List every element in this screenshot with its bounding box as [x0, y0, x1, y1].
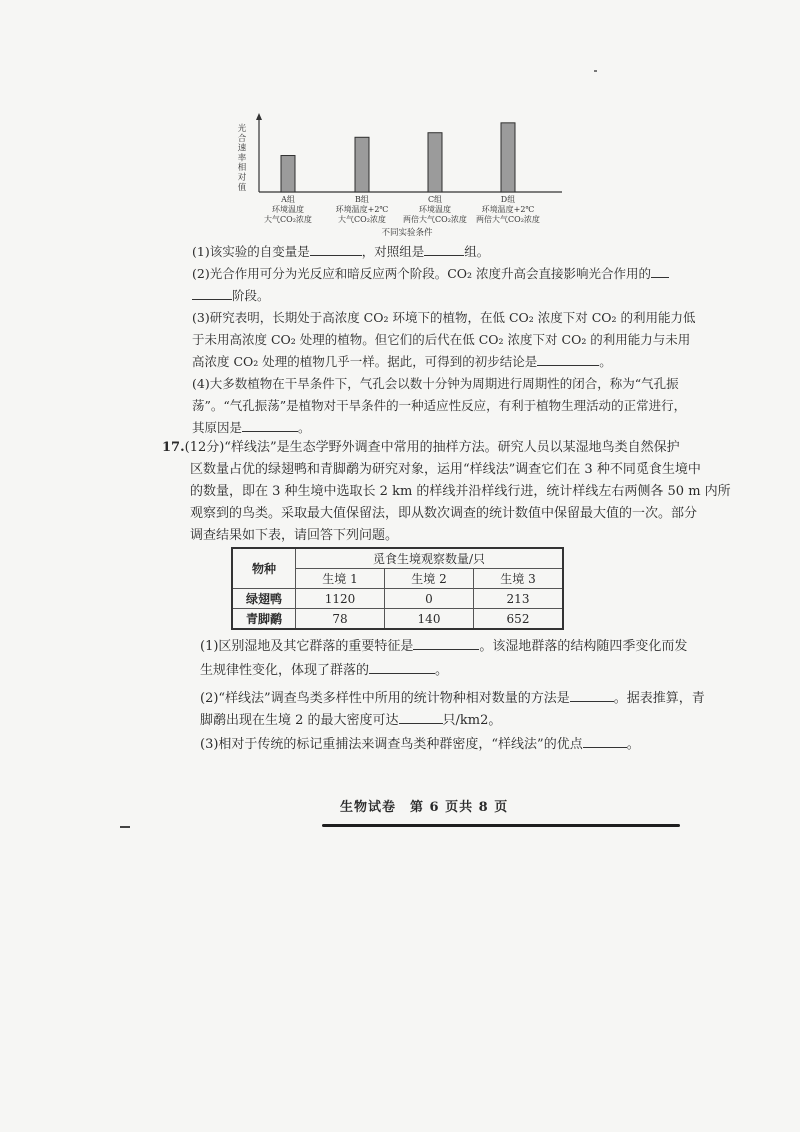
table-cell: 1120: [296, 589, 385, 609]
q17-a1-text-b: 。该湿地群落的结构随四季变化而发: [479, 639, 688, 654]
category-condition-1: 环境温度: [272, 205, 304, 214]
q17-part3: [200, 734, 640, 756]
q16-part2-line2: [192, 285, 270, 307]
q17-a3-text-b: 。: [626, 737, 640, 752]
category-name: A组: [281, 195, 295, 204]
q17-part2-line2: [200, 710, 501, 732]
answer-blank[interactable]: [583, 735, 627, 748]
q16-p1-text-c: 组。: [464, 244, 490, 259]
category-condition-1: 环境温度+2℃: [481, 205, 535, 214]
answer-blank[interactable]: [570, 689, 614, 702]
table-cell: 78: [296, 609, 385, 630]
q17-stem-line2: [190, 459, 701, 481]
q17-a1-text-d: 。: [435, 663, 449, 678]
answer-blank[interactable]: [310, 243, 362, 256]
observation-table: [231, 547, 564, 630]
category-condition-2: 两倍大气CO₂浓度: [403, 215, 467, 224]
q16-p4-text-b: 荡”。“气孔振荡”是植物对干旱条件的一种适应性反应，有利于植物生理活动的正常进行，: [192, 398, 687, 413]
category-name: B组: [355, 195, 369, 204]
q17-a1-text-c: 生规律性变化，体现了群落的: [200, 663, 370, 678]
table-cell: 213: [474, 589, 564, 609]
answer-blank[interactable]: [369, 661, 435, 674]
category-condition-1: 环境温度+2℃: [335, 205, 389, 214]
table-row-species: 绿翅鸭: [232, 589, 296, 609]
category-condition-2: 大气CO₂浓度: [264, 215, 312, 224]
q16-p3-text-a: (3)研究表明，长期处于高浓度 CO₂ 环境下的植物，在低 CO₂ 浓度下对 CO₂ 的利用能力低: [192, 310, 696, 325]
table-cell: 0: [385, 589, 474, 609]
category-condition-1: 环境温度: [419, 205, 451, 214]
table-row-species: 青脚鹬: [232, 609, 296, 630]
scan-edge-mark: [120, 826, 130, 828]
q17-a2-text-b: 。据表推算，青: [613, 691, 705, 706]
q17-text-2: 区数量占优的绿翅鸭和青脚鹬为研究对象，运用“样线法”调查它们在 3 种不同觅食生境中: [190, 462, 701, 477]
answer-blank[interactable]: [413, 637, 479, 650]
table-row: [232, 589, 563, 609]
page-footer: 生物试卷 第 6 页共 8 页: [340, 800, 509, 815]
q17-a2-text-a: (2)“样线法”调查鸟类多样性中所用的统计物种相对数量的方法是: [200, 691, 570, 706]
q16-p3-text-d: 。: [599, 354, 612, 369]
q16-part2-line1: [192, 263, 669, 285]
answer-blank[interactable]: [537, 353, 599, 366]
q17-text-5: 调查结果如下表，请回答下列问题。: [190, 528, 399, 543]
category-name: C组: [427, 195, 443, 204]
q16-p4-text-a: (4)大多数植物在干旱条件下，气孔会以数十分钟为周期进行周期性的闭合，称为“气孔振: [192, 376, 679, 391]
table-cell: 652: [474, 609, 564, 630]
category-condition-2: 两倍大气CO₂浓度: [476, 215, 540, 224]
ylabel-char: 合: [237, 133, 247, 144]
y-axis-arrow: [256, 113, 262, 120]
q17-a2-text-c: 脚鹬出现在生境 2 的最大密度可达: [200, 713, 399, 728]
table-header-species: 物种: [232, 548, 296, 589]
q16-part3-line2: [192, 329, 690, 351]
q17-a1-text-a: (1)区别湿地及其它群落的重要特征是: [200, 639, 414, 654]
q17-a3-text-a: (3)相对于传统的标记重捕法来调查鸟类种群密度，“样线法”的优点: [200, 737, 583, 752]
q16-p2-text-a: (2)光合作用可分为光反应和暗反应两个阶段。CO₂ 浓度升高会直接影响光合作用的: [192, 266, 652, 281]
q17-text-1: (12分)“样线法”是生态学野外调查中常用的抽样方法。研究人员以某湿地鸟类自然保护: [184, 440, 680, 455]
photosynthesis-bar-chart: [232, 108, 592, 238]
q16-p3-text-b: 于未用高浓度 CO₂ 处理的植物。但它们的后代在低 CO₂ 浓度下对 CO₂ 的利用能力与未用: [192, 332, 691, 347]
answer-blank[interactable]: [399, 711, 443, 724]
q17-part1-line2: [200, 660, 448, 682]
q17-stem-line1: [162, 437, 680, 459]
ylabel-char: 值: [237, 182, 247, 193]
q16-p4-text-d: 。: [298, 420, 311, 435]
q16-part4-line2: [192, 395, 686, 417]
q16-p4-text-c: 其原因是: [192, 420, 243, 435]
q17-stem-line5: [190, 525, 398, 547]
q17-a2-text-d: 只/km2。: [442, 713, 502, 728]
q16-p1-text-a: (1)该实验的自变量是: [192, 244, 310, 259]
q17-stem-line3: [190, 481, 731, 503]
ylabel-char: 率: [237, 153, 247, 164]
q16-part3-line1: [192, 307, 696, 329]
scan-edge-shadow: [322, 824, 680, 827]
chart-xlabel: 不同实验条件: [381, 228, 433, 238]
table-col-header: 生境 3: [474, 569, 564, 589]
category-condition-2: 大气CO₂浓度: [338, 215, 386, 224]
bar-d: [501, 123, 515, 192]
q16-p1-text-b: ，对照组是: [361, 244, 425, 259]
q16-part1: [192, 241, 489, 263]
table-col-header: 生境 1: [296, 569, 385, 589]
answer-blank[interactable]: [651, 265, 669, 278]
answer-blank[interactable]: [192, 287, 232, 300]
q16-part4-line1: [192, 373, 679, 395]
q16-part3-line3: [192, 351, 612, 373]
ylabel-char: 相: [237, 163, 247, 174]
scan-speck: [594, 70, 597, 72]
q17-text-3: 的数量，即在 3 种生境中选取长 2 km 的样线并沿样线行进，统计样线左右两侧各 50 m 内所: [190, 484, 731, 499]
table-row: [232, 609, 563, 630]
table-cell: 140: [385, 609, 474, 630]
bar-b: [355, 137, 369, 192]
q17-number: 17.: [162, 440, 185, 455]
ylabel-char: 速: [237, 143, 247, 154]
bar-c: [428, 133, 442, 192]
answer-blank[interactable]: [242, 419, 298, 432]
q17-part2-line1: [200, 688, 705, 710]
ylabel-char: 对: [237, 173, 247, 183]
q16-part4-line3: [192, 417, 311, 439]
table-header-group: 觅食生境观察数量/只: [296, 548, 564, 569]
category-name: D组: [500, 195, 516, 204]
bar-a: [281, 156, 295, 192]
chart-ylabel: [238, 123, 247, 193]
q16-p3-text-c: 高浓度 CO₂ 处理的植物几乎一样。据此，可得到的初步结论是: [192, 354, 538, 369]
answer-blank[interactable]: [424, 243, 464, 256]
q17-part1-line1: [200, 636, 687, 658]
q17-text-4: 观察到的鸟类。采取最大值保留法，即从数次调查的统计数值中保留最大值的一次。部分: [190, 506, 698, 521]
ylabel-char: 光: [237, 124, 247, 134]
q17-stem-line4: [190, 503, 697, 525]
q16-p2-text-b: 阶段。: [232, 288, 270, 303]
table-col-header: 生境 2: [385, 569, 474, 589]
